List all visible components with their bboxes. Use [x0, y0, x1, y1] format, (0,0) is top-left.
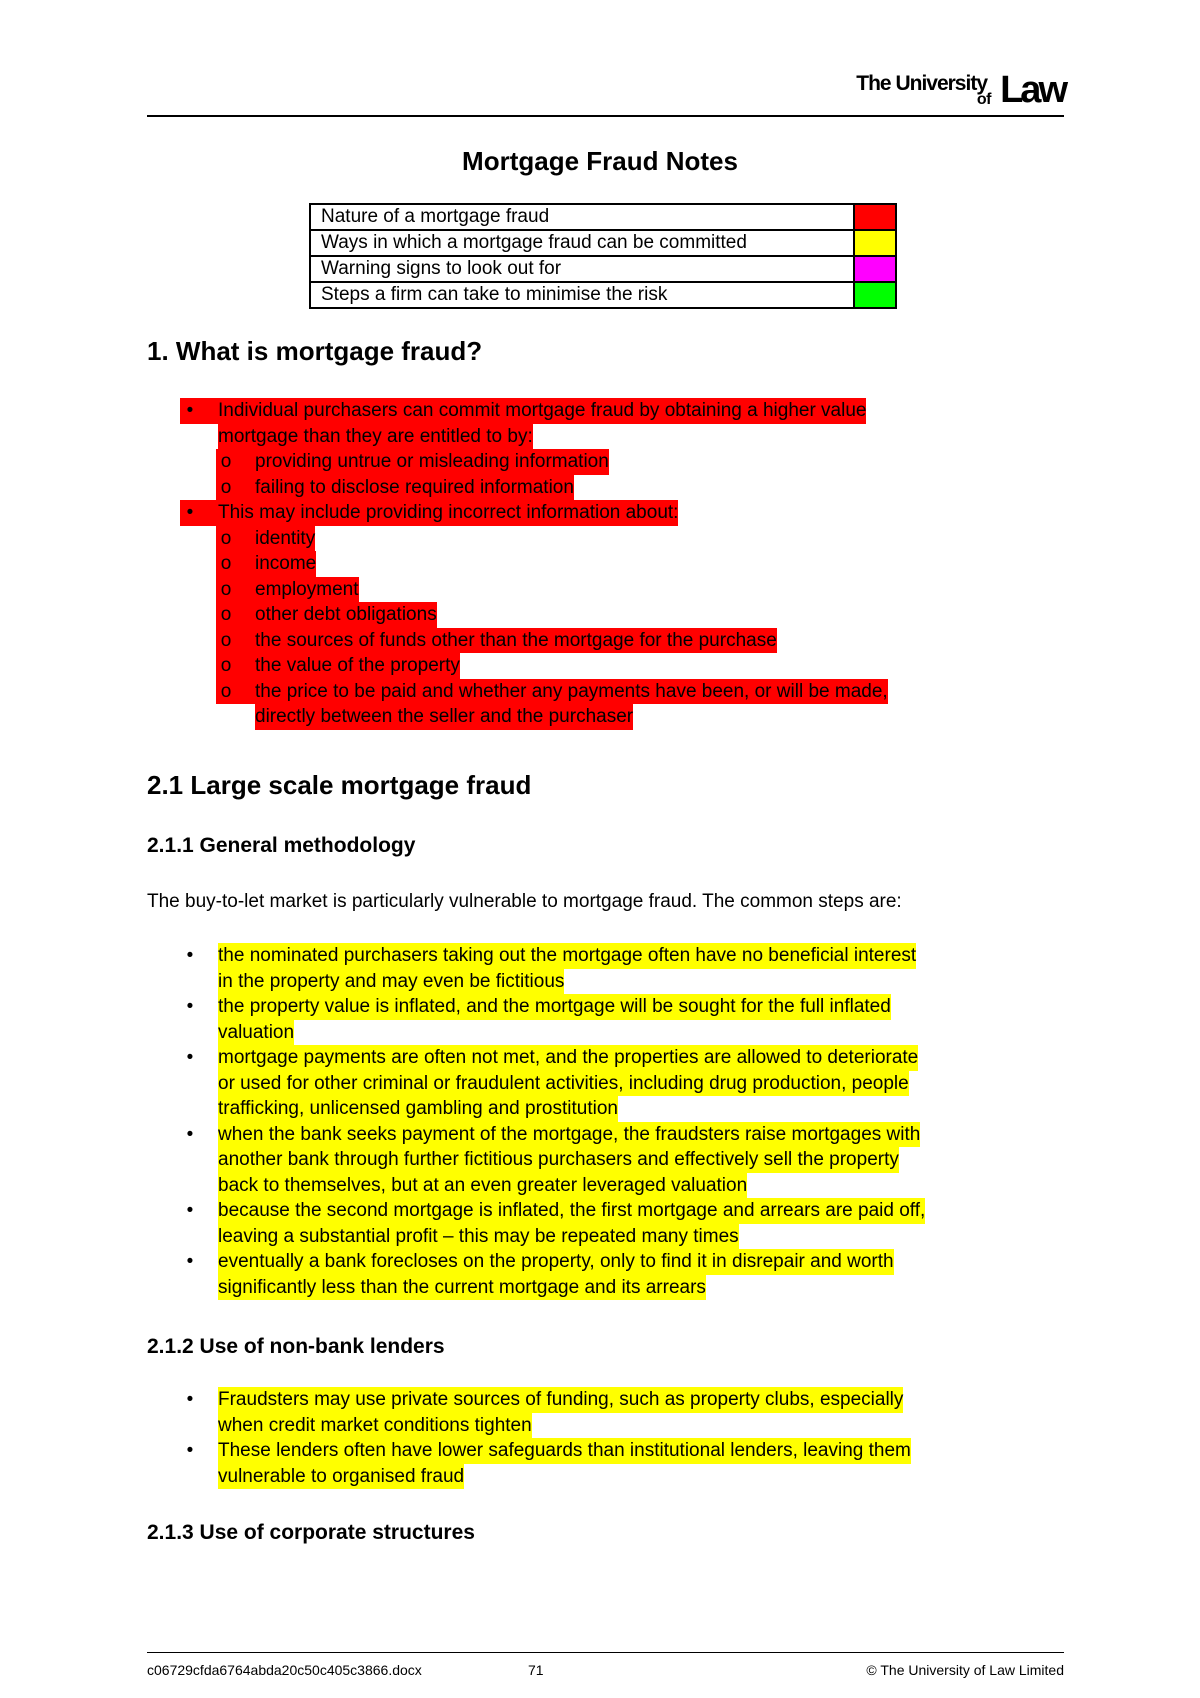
list-item-text: another bank through further fictitious purchasers and effectively sell the property — [218, 1147, 899, 1173]
subsection-heading-general-methodology: 2.1.1 General methodology — [147, 834, 416, 857]
section-heading-large-scale: 2.1 Large scale mortgage fraud — [147, 770, 532, 800]
list-item-text: This may include providing incorrect information about: — [198, 500, 678, 526]
sub-bullet-icon: o — [216, 526, 236, 552]
key-label: Warning signs to look out for — [310, 256, 854, 282]
sub-bullet-icon: o — [216, 628, 236, 654]
list-item-text: Individual purchasers can commit mortgage fraud by obtaining a higher value — [198, 398, 866, 424]
sub-bullet-icon: o — [216, 653, 236, 679]
sub-bullet-icon: o — [216, 475, 236, 501]
key-label: Steps a firm can take to minimise the risk — [310, 282, 854, 308]
bullet-icon: • — [186, 1389, 194, 1410]
bullet-icon: • — [186, 1047, 194, 1068]
list-item-text: income — [235, 551, 316, 577]
list-item-text: or used for other criminal or fraudulent activities, including drug production, people — [218, 1071, 909, 1097]
bullet-icon: • — [180, 500, 200, 526]
bullet-icon: • — [180, 398, 200, 424]
sub-bullet-icon: o — [216, 449, 236, 475]
list-item-text: the price to be paid and whether any payments have been, or will be made, — [235, 679, 888, 705]
sub-bullet-icon: o — [216, 602, 236, 628]
section-heading-what-is-fraud: 1. What is mortgage fraud? — [147, 336, 483, 366]
footer-copyright: © The University of Law Limited — [866, 1662, 1064, 1678]
list-item-text: providing untrue or misleading information — [235, 449, 609, 475]
logo-text-of: of — [976, 91, 991, 108]
footer-filename: c06729cfda6764abda20c50c405c3866.docx — [147, 1662, 422, 1678]
list-item-text: because the second mortgage is inflated, the first mortgage and arrears are paid off, — [218, 1198, 925, 1224]
list-item-text: failing to disclose required information — [235, 475, 574, 501]
subsection-heading-non-bank-lenders: 2.1.2 Use of non-bank lenders — [147, 1335, 445, 1358]
list-item-text: Fraudsters may use private sources of funding, such as property clubs, especially — [218, 1387, 903, 1413]
list-item-text: trafficking, unlicensed gambling and prostitution — [218, 1096, 618, 1122]
list-item-text: These lenders often have lower safeguards than institutional lenders, leaving them — [218, 1438, 911, 1464]
key-label: Ways in which a mortgage fraud can be committed — [310, 230, 854, 256]
key-row — [310, 230, 896, 256]
list-item-text: significantly less than the current mortgage and its arrears — [218, 1275, 706, 1301]
logo-text-law: Law — [1000, 69, 1065, 111]
list-item-text: the nominated purchasers taking out the mortgage often have no beneficial interest — [218, 943, 916, 969]
list-item-text: when the bank seeks payment of the mortgage, the fraudsters raise mortgages with — [218, 1122, 920, 1148]
bullet-icon: • — [186, 1251, 194, 1272]
list-item-text: eventually a bank forecloses on the property, only to find it in disrepair and worth — [218, 1249, 894, 1275]
list-item-text: in the property and may even be fictitious — [218, 969, 564, 995]
color-key-table — [309, 203, 897, 309]
sub-bullet-icon: o — [216, 679, 236, 705]
footer-page-number: 71 — [528, 1662, 544, 1678]
list-item-text: mortgage payments are often not met, and the properties are allowed to deteriorate — [218, 1045, 918, 1071]
logo-text-university: The University — [856, 72, 987, 95]
key-swatch-yellow — [854, 230, 896, 256]
sub-bullet-icon: o — [216, 577, 236, 603]
list-item-text: leaving a substantial profit – this may be repeated many times — [218, 1224, 739, 1250]
bullet-icon: • — [186, 996, 194, 1017]
intro-paragraph: The buy-to-let market is particularly vulnerable to mortgage fraud. The common steps are: — [147, 891, 902, 912]
list-item-text: employment — [235, 577, 359, 603]
key-swatch-red — [854, 204, 896, 230]
list-item-text: other debt obligations — [235, 602, 437, 628]
list-item-text: vulnerable to organised fraud — [218, 1464, 464, 1490]
key-row — [310, 204, 896, 230]
document-title: Mortgage Fraud Notes — [462, 146, 738, 176]
list-item-text: back to themselves, but at an even greater leveraged valuation — [218, 1173, 747, 1199]
key-label: Nature of a mortgage fraud — [310, 204, 854, 230]
key-row — [310, 256, 896, 282]
university-logo — [855, 64, 1065, 110]
subsection-heading-corporate-structures: 2.1.3 Use of corporate structures — [147, 1521, 475, 1544]
footer-rule — [147, 1652, 1064, 1653]
list-item-text: valuation — [218, 1020, 294, 1046]
sub-bullet-icon: o — [216, 551, 236, 577]
key-row — [310, 282, 896, 308]
bullet-icon: • — [186, 945, 194, 966]
bullet-icon: • — [186, 1440, 194, 1461]
key-swatch-magenta — [854, 256, 896, 282]
bullet-icon: • — [186, 1123, 194, 1145]
list-item-text: the value of the property — [235, 653, 460, 679]
header-rule — [147, 115, 1064, 117]
list-item-text: mortgage than they are entitled to by: — [218, 424, 533, 450]
list-item-text: when credit market conditions tighten — [218, 1413, 532, 1439]
list-item-text: the sources of funds other than the mortgage for the purchase — [235, 628, 777, 654]
key-swatch-green — [854, 282, 896, 308]
list-item-text: the property value is inflated, and the mortgage will be sought for the full inflated — [218, 994, 891, 1020]
list-item-text: identity — [235, 526, 315, 552]
list-item-text: directly between the seller and the purchaser — [255, 704, 633, 730]
bullet-icon: • — [186, 1200, 194, 1221]
